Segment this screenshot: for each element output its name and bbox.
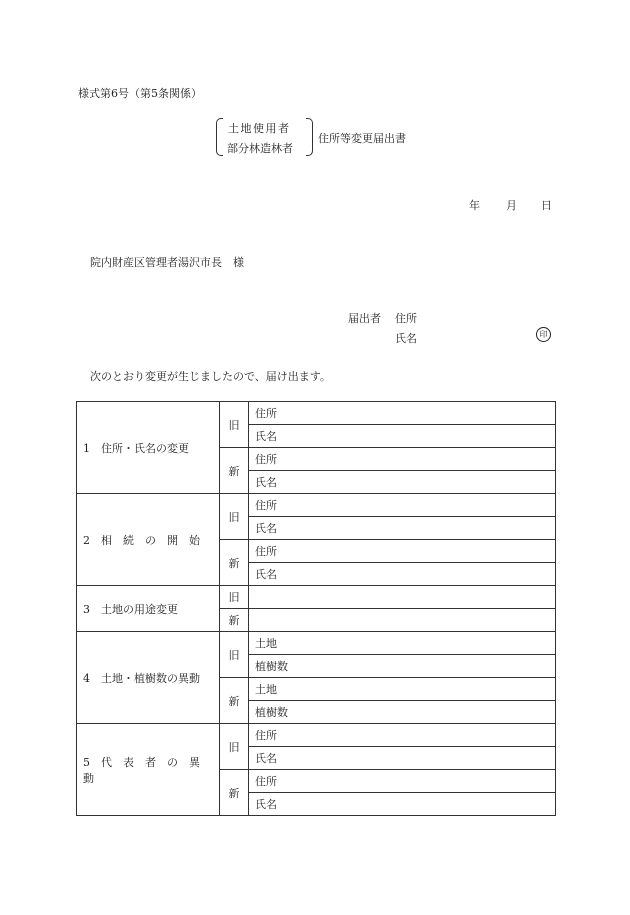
category-label: 4 土地・植樹数の異動 [83, 671, 200, 685]
changes-table [76, 401, 556, 816]
title-line-land-user: 土地使用者 [228, 122, 291, 135]
date-day: 日 [541, 199, 552, 212]
new-label: 新 [220, 540, 249, 586]
category-label: 1 住所・氏名の変更 [83, 441, 189, 455]
field-blank [249, 586, 556, 609]
field-label: 住所 [249, 494, 556, 517]
field-label: 氏名 [249, 517, 556, 540]
table-row [77, 586, 556, 609]
document-title [216, 118, 436, 158]
field-label: 住所 [249, 724, 556, 747]
form-number: 様式第6号（第5条関係） [78, 87, 202, 100]
new-label: 新 [220, 448, 249, 494]
field-label: 植樹数 [249, 655, 556, 678]
old-label: 旧 [220, 586, 249, 609]
field-label: 氏名 [249, 793, 556, 816]
title-line-forest-planter: 部分林造林者 [227, 142, 293, 155]
new-label: 新 [220, 609, 249, 632]
field-label: 氏名 [249, 563, 556, 586]
applicant-name-label: 氏名 [395, 332, 417, 345]
field-label: 氏名 [249, 471, 556, 494]
intro-text: 次のとおり変更が生じましたので、届け出ます。 [90, 370, 331, 383]
applicant-address-label: 住所 [395, 312, 417, 325]
old-label: 旧 [220, 632, 249, 678]
field-label: 住所 [249, 448, 556, 471]
field-label: 住所 [249, 540, 556, 563]
new-label: 新 [220, 678, 249, 724]
old-label: 旧 [220, 724, 249, 770]
field-label: 氏名 [249, 425, 556, 448]
field-label: 植樹数 [249, 701, 556, 724]
title-main: 住所等変更届出書 [318, 132, 406, 145]
old-label: 旧 [220, 402, 249, 448]
category-label: 3 土地の用途変更 [83, 602, 178, 616]
table-row [77, 494, 556, 517]
new-label: 新 [220, 770, 249, 816]
table-row [77, 632, 556, 655]
table-row [77, 724, 556, 747]
old-label: 旧 [220, 494, 249, 540]
category-label: 5 代 表 者 の 異 動 [83, 755, 211, 785]
field-label: 住所 [249, 402, 556, 425]
field-label: 氏名 [249, 747, 556, 770]
category-label: 2 相 続 の 開 始 [83, 533, 200, 547]
category-cell [77, 402, 220, 494]
category-cell [77, 724, 220, 816]
applicant-label: 届出者 [348, 312, 381, 325]
field-label: 住所 [249, 770, 556, 793]
field-label: 土地 [249, 632, 556, 655]
field-label: 土地 [249, 678, 556, 701]
right-bracket [306, 118, 313, 156]
date-month: 月 [506, 199, 517, 212]
seal-mark: 印 [536, 327, 551, 342]
field-blank [249, 609, 556, 632]
category-cell [77, 632, 220, 724]
left-bracket [216, 118, 223, 156]
date-year: 年 [469, 199, 480, 212]
category-cell [77, 586, 220, 632]
table-row [77, 402, 556, 425]
addressee: 院内財産区管理者湯沢市長 様 [90, 256, 244, 269]
category-cell [77, 494, 220, 586]
